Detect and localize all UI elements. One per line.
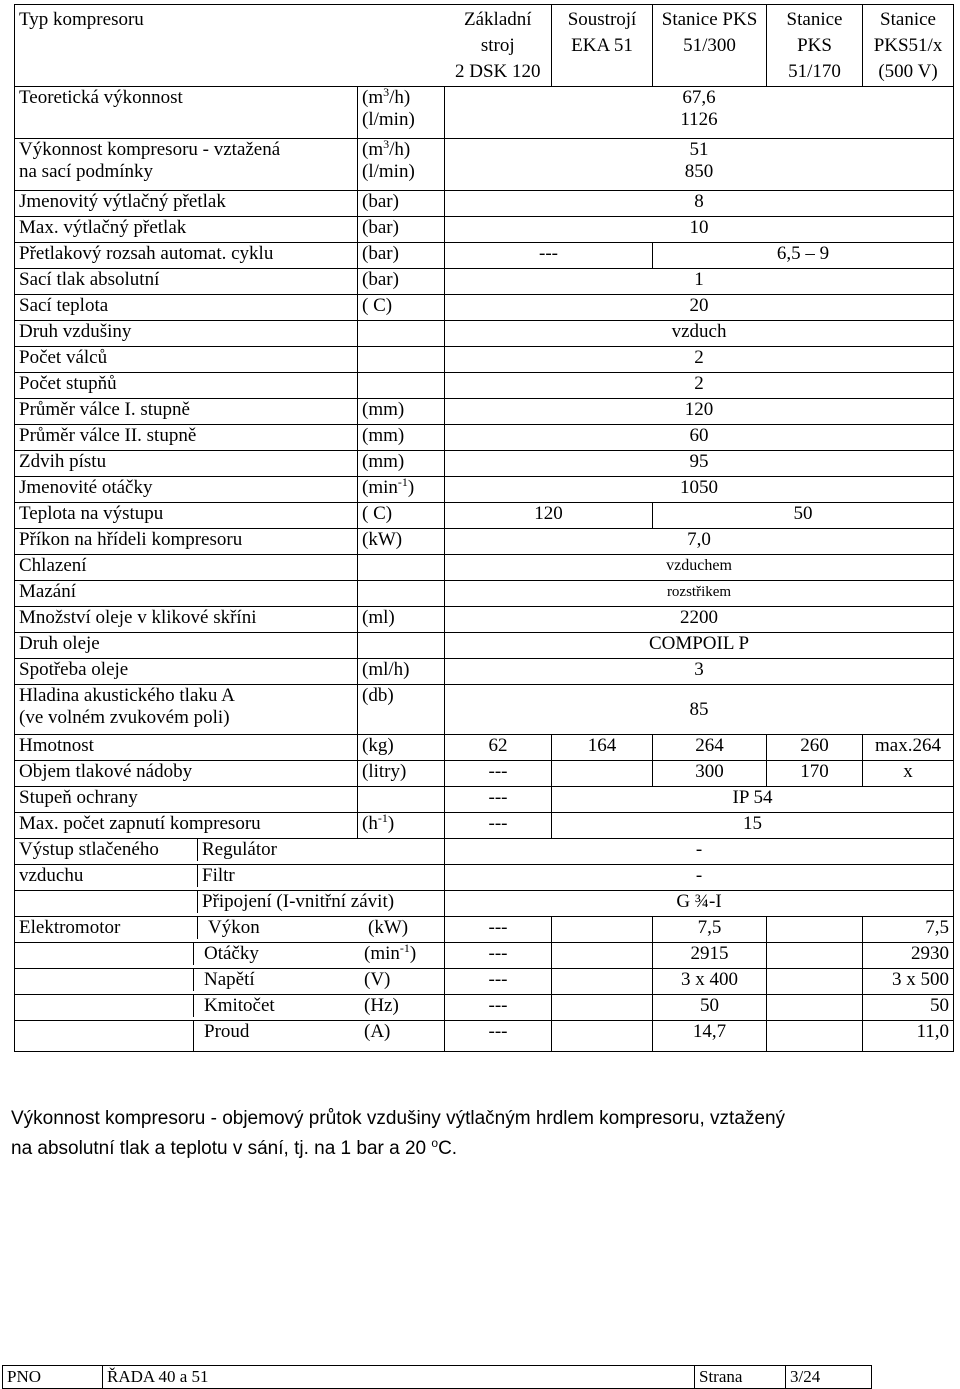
value: 8 [445, 191, 954, 217]
value-zakladni: --- [445, 813, 552, 839]
label-vykonnost: Výkonnost kompresoru - vztažená na sací podmínky [15, 139, 358, 191]
value: 10 [445, 217, 954, 243]
value: 95 [445, 451, 954, 477]
unit: $(h^{-1})$ [358, 813, 445, 839]
row-saci-teplota [15, 295, 954, 321]
value-soustroji: 164 [552, 735, 653, 761]
value: 3 [445, 659, 954, 685]
value: 2200 [445, 607, 954, 633]
value-pks300: 264 [653, 735, 767, 761]
vystup-cell [15, 865, 445, 891]
value-pks500: 50 [863, 995, 954, 1021]
value: 2 [445, 347, 954, 373]
unit [358, 321, 445, 347]
value-zakladni: --- [445, 969, 552, 995]
label: Příkon na hřídeli kompresoru [15, 529, 358, 555]
header-soustroji: Soustrojí EKA 51 [552, 5, 653, 87]
value-pks500: 11,0 [863, 1021, 954, 1052]
value-pks500: 3 x 500 [863, 969, 954, 995]
value: 20 [445, 295, 954, 321]
label: Druh vzdušiny [15, 321, 358, 347]
vystup-label-empty [15, 891, 197, 913]
unit [358, 787, 445, 813]
value-b: 6,5 – 9 [653, 243, 954, 269]
row-stupen [15, 787, 954, 813]
value-pks300: 2915 [653, 943, 767, 969]
label: Hmotnost [15, 735, 358, 761]
value: - [445, 839, 954, 865]
value-pks500: 2930 [863, 943, 954, 969]
row-motor-1 [15, 943, 954, 969]
label: Chlazení [15, 555, 358, 581]
value-soustroji [552, 995, 653, 1021]
value-pks170: 170 [767, 761, 863, 787]
unit: (kg) [358, 735, 445, 761]
header-pks170: Stanice PKS 51/170 [767, 5, 863, 87]
label: Teplota na výstupu [15, 503, 358, 529]
label: Max. výtlačný přetlak [15, 217, 358, 243]
row-chlazeni [15, 555, 954, 581]
page-footer [2, 1365, 872, 1389]
row-druh-vzdusiny [15, 321, 954, 347]
value: vzduchem [445, 555, 954, 581]
value-pks170 [767, 969, 863, 995]
value-zakladni: --- [445, 917, 552, 943]
value-soustroji [552, 761, 653, 787]
label: Jmenovitý výtlačný přetlak [15, 191, 358, 217]
value-pks170 [767, 1021, 863, 1052]
value-pks300: 14,7 [653, 1021, 767, 1052]
value-pks300: 300 [653, 761, 767, 787]
label: Sací teplota [15, 295, 358, 321]
row-jmen-pretlak [15, 191, 954, 217]
value: COMPOIL P [445, 633, 954, 659]
unit: (kW) [358, 529, 445, 555]
row-max-zapnuti [15, 813, 954, 839]
unit [358, 373, 445, 399]
footnote-line1: Výkonnost kompresoru - objemový průtok vzdušiny výtlačným hrdlem kompresoru, vztažený [11, 1108, 786, 1129]
value-zakladni: 62 [445, 735, 552, 761]
motor-unit: (A) [364, 1021, 391, 1042]
row-pocet-valcu [15, 347, 954, 373]
vystup-label: vzduchu [19, 865, 84, 886]
label-teoreticka: Teoretická výkonnost [15, 87, 358, 139]
vystup-sub: Připojení (I-vnitřní závit) [197, 891, 394, 913]
unit [358, 633, 445, 659]
row-vykonnost [15, 139, 954, 191]
vystup-sub: Regulátor [197, 839, 277, 861]
value-pks170 [767, 943, 863, 969]
value-pks500: max.264 [863, 735, 954, 761]
value-pks170 [767, 995, 863, 1021]
motor-unit: (V) [364, 969, 391, 990]
unit: (bar) [358, 191, 445, 217]
motor-item: Otáčky [193, 943, 364, 965]
unit: ( C) [358, 295, 445, 321]
value-pks300: 50 [653, 995, 767, 1021]
value-pks500: x [863, 761, 954, 787]
motor-label-empty [15, 969, 193, 991]
motor-label: Elektromotor [19, 917, 121, 938]
value-soustroji [552, 969, 653, 995]
footer-doc: PNO [3, 1366, 103, 1389]
footnote [11, 1104, 911, 1164]
row-rozsah [15, 243, 954, 269]
row-max-pretlak [15, 217, 954, 243]
unit: (bar) [358, 243, 445, 269]
label: Mazání [15, 581, 358, 607]
footer-page-number: 3/24 [786, 1366, 872, 1389]
value: 7,0 [445, 529, 954, 555]
row-teoreticka [15, 87, 954, 139]
label: Max. počet zapnutí kompresoru [15, 813, 358, 839]
header-pks500: Stanice PKS51/x (500 V) [863, 5, 954, 87]
unit: (bar) [358, 217, 445, 243]
row-teplota-vystup [15, 503, 954, 529]
row-mazani [15, 581, 954, 607]
header-zakladni: Základní stroj 2 DSK 120 [445, 5, 552, 87]
value-vykonnost: 51 850 [445, 139, 954, 191]
row-motor-2 [15, 969, 954, 995]
unit [358, 347, 445, 373]
label: Zdvih pístu [15, 451, 358, 477]
row-saci-tlak [15, 269, 954, 295]
value-soustroji [552, 917, 653, 943]
label: Průměr válce II. stupně [15, 425, 358, 451]
unit: (mm) [358, 451, 445, 477]
motor-unit: (kW) [368, 917, 409, 938]
label: Jmenovité otáčky [15, 477, 358, 503]
motor-item: Proud [193, 1021, 364, 1051]
row-objem [15, 761, 954, 787]
unit: (bar) [358, 269, 445, 295]
value-zakladni: --- [445, 1021, 552, 1052]
row-hladina [15, 685, 954, 735]
value: G ¾-I [445, 891, 954, 917]
value-zakladni: --- [445, 995, 552, 1021]
unit: (ml) [358, 607, 445, 633]
value-zakladni: --- [445, 943, 552, 969]
motor-cell [15, 995, 445, 1021]
unit: (db) [358, 685, 445, 735]
motor-cell [15, 969, 445, 995]
unit [358, 581, 445, 607]
value-zakladni: --- [445, 761, 552, 787]
row-prumer2 [15, 425, 954, 451]
label: Hladina akustického tlaku A (ve volném zvukovém poli) [15, 685, 358, 735]
row-prikon [15, 529, 954, 555]
label: Počet válců [15, 347, 358, 373]
header-pks300: Stanice PKS 51/300 [653, 5, 767, 87]
unit: ( C) [358, 503, 445, 529]
header-type: Typ kompresoru [15, 5, 445, 87]
unit: (mm) [358, 425, 445, 451]
row-prumer1 [15, 399, 954, 425]
row-mnozstvi-oleje [15, 607, 954, 633]
value: 1 [445, 269, 954, 295]
unit: $(\min^{-1})$ [358, 477, 445, 503]
unit: (ml/h) [358, 659, 445, 685]
value-pks300: 3 x 400 [653, 969, 767, 995]
label: Přetlakový rozsah automat. cyklu [15, 243, 358, 269]
label: Počet stupňů [15, 373, 358, 399]
motor-cell [15, 1021, 445, 1052]
value: rozstřikem [445, 581, 954, 607]
motor-item: Napětí [193, 969, 364, 991]
value-pks300: 7,5 [653, 917, 767, 943]
row-pocet-stupnu [15, 373, 954, 399]
row-spotreba [15, 659, 954, 685]
unit-vykonnost: $(m^3/h)$ (l/min) [358, 139, 445, 191]
value-zakladni: --- [445, 787, 552, 813]
motor-cell [15, 943, 445, 969]
value-a: --- [445, 243, 653, 269]
vystup-label: Výstup stlačeného [19, 839, 159, 860]
value-pks170: 260 [767, 735, 863, 761]
value-teoreticka: 67,6 1126 [445, 87, 954, 139]
value-a: 120 [445, 503, 653, 529]
value-b: 50 [653, 503, 954, 529]
value: 2 [445, 373, 954, 399]
motor-cell [15, 917, 445, 943]
motor-label-empty [15, 943, 193, 965]
unit: (litry) [358, 761, 445, 787]
label: Druh oleje [15, 633, 358, 659]
header-row [15, 5, 954, 87]
row-vystup-3 [15, 891, 954, 917]
row-vystup-1 [15, 839, 954, 865]
row-vystup-2 [15, 865, 954, 891]
value-pks170 [767, 917, 863, 943]
row-motor-0 [15, 917, 954, 943]
vystup-cell [15, 839, 445, 865]
label: Spotřeba oleje [15, 659, 358, 685]
vystup-sub: Filtr [197, 865, 235, 887]
value: 85 [445, 685, 954, 735]
value: 60 [445, 425, 954, 451]
row-motor-4 [15, 1021, 954, 1052]
row-motor-3 [15, 995, 954, 1021]
vystup-cell [15, 891, 445, 917]
motor-item: Kmitočet [193, 995, 364, 1017]
value: vzduch [445, 321, 954, 347]
value-pks500: 7,5 [863, 917, 954, 943]
motor-unit: (Hz) [364, 995, 399, 1016]
value: 120 [445, 399, 954, 425]
row-zdvih [15, 451, 954, 477]
motor-unit: $(\min^{-1})$ [364, 942, 417, 964]
motor-label-empty [15, 995, 193, 1017]
footer-series: ŘADA 40 a 51 [103, 1366, 695, 1389]
value: 1050 [445, 477, 954, 503]
row-hmotnost [15, 735, 954, 761]
label: Stupeň ochrany [15, 787, 358, 813]
value-soustroji [552, 943, 653, 969]
label: Sací tlak absolutní [15, 269, 358, 295]
row-otacky [15, 477, 954, 503]
value-rest: IP 54 [552, 787, 954, 813]
value-soustroji [552, 1021, 653, 1052]
unit-teoreticka: $(m^3/h)$ (l/min) [358, 87, 445, 139]
motor-item: Výkon [197, 917, 368, 939]
unit [358, 555, 445, 581]
footer-page-label: Strana [695, 1366, 786, 1389]
value: - [445, 865, 954, 891]
row-druh-oleje [15, 633, 954, 659]
label: Objem tlakové nádoby [15, 761, 358, 787]
spec-table [14, 4, 954, 1052]
motor-label-empty [15, 1021, 193, 1051]
label: Průměr válce I. stupně [15, 399, 358, 425]
unit: (mm) [358, 399, 445, 425]
label: Množství oleje v klikové skříni [15, 607, 358, 633]
value-rest: 15 [552, 813, 954, 839]
footnote-line2: na absolutní tlak a teplotu v sání, tj. na 1 bar a 20 $^o$C. [11, 1136, 458, 1159]
